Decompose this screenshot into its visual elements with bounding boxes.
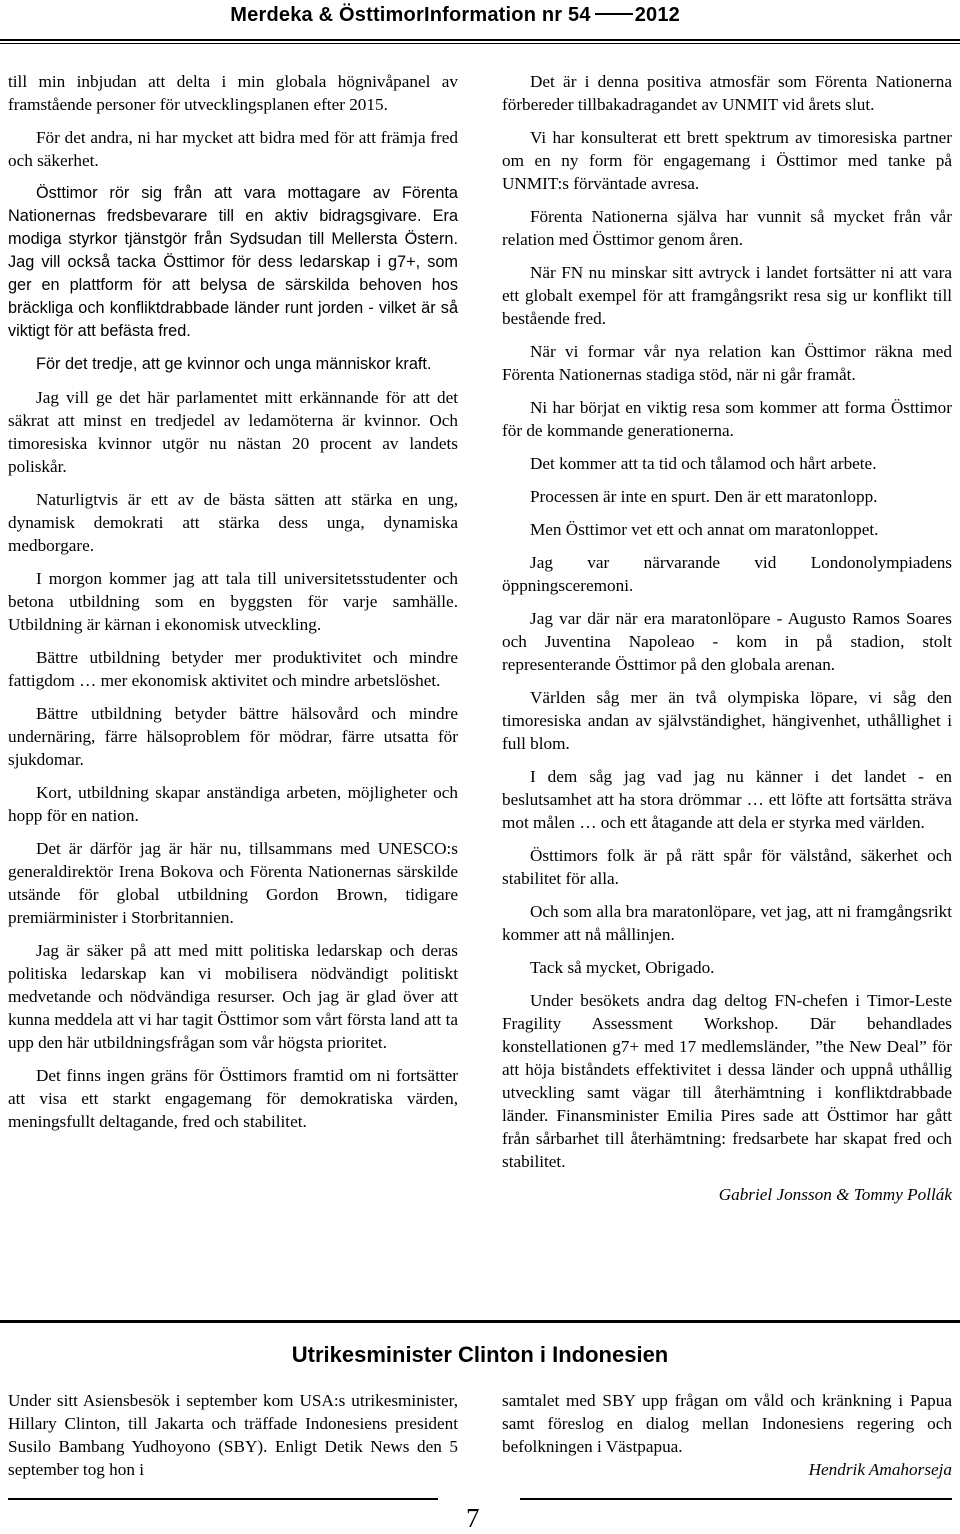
footer-rule-left xyxy=(8,1498,438,1500)
paragraph: samtalet med SBY upp frågan om våld och kränkning i Papua samt föreslog en dialog mellan Indonesiens regering och befolkningen i Västpapua. xyxy=(502,1391,952,1456)
header-dash xyxy=(595,13,633,15)
section-separator xyxy=(0,1320,960,1323)
paragraph: till min inbjudan att delta i min globala högnivåpanel av framstående personer för utvecklingsplanen efter 2015. xyxy=(8,72,458,114)
paragraph: Bättre utbildning betyder mer produktivitet och mindre fattigdom … mer ekonomisk aktivitet och mindre arbetslöshet. xyxy=(8,648,458,690)
paragraph: Under besökets andra dag deltog FN-chefen i Timor-Leste Fragility Assessment Workshop. Där behandlades konstellationen g7+ med 17 medlemsländer, ”the New Deal” för att höja biståndets effektivitet i dessa länder och uppnå uthållig utveckling samt vägar till återhämtning i konfliktdrabbade länder. Finansminister Emilia Pires sade att Östtimor har gått från sårbarhet till återhämtning: fredsarbete har skapat fred och stabilitet. xyxy=(502,991,952,1171)
paragraph: Jag var där när era maratonlöpare - Augusto Ramos Soares och Juventina Napoleao - kom in på stadion, stolt representerande Östtimor på den globala arenan. xyxy=(502,609,952,674)
article-title: Utrikesminister Clinton i Indonesien xyxy=(291,1342,669,1367)
paragraph: Vi har konsulterat ett brett spektrum av timoresiska partner om en ny form för engagemang i Östtimor med tanke på UNMIT:s förväntade avresa. xyxy=(502,128,952,193)
footer-rule-right xyxy=(520,1498,952,1500)
paragraph: Kort, utbildning skapar anständiga arbeten, möjligheter och hopp för en nation. xyxy=(8,783,458,825)
paragraph: Tack så mycket, Obrigado. xyxy=(530,958,715,977)
right-column xyxy=(502,70,952,1216)
paragraph: Jag var närvarande vid Londonolympiadens öppningsceremoni. xyxy=(502,553,952,595)
paragraph: För det andra, ni har mycket att bidra med för att främja fred och säkerhet. xyxy=(8,128,458,170)
paragraph: Under sitt Asiensbesök i september kom USA:s utrikesminister, Hillary Clinton, till Jakarta och träffade Indonesiens president Susilo Bambang Yudhoyono (SBY). Enligt Detik News den 5 september tog hon i xyxy=(8,1391,458,1479)
paragraph: Östtimors folk är på rätt spår för välstånd, säkerhet och stabilitet för alla. xyxy=(502,846,952,888)
paragraph: Världen såg mer än två olympiska löpare, vi såg den timoresiska andan av självständighet, hängivenhet, uthållighet i full blom. xyxy=(502,688,952,753)
paragraph-part: Östtimor rör sig från att vara mottagare av Förenta Nationernas fredsbevarare till en aktiv bidragsgivare. Era modiga styrkor tjänstgör från Sydsudan till Mellersta Östern. xyxy=(8,184,458,248)
paragraph: Processen är inte en spurt. Den är ett maratonlopp. xyxy=(530,487,878,506)
paragraph xyxy=(8,182,458,343)
header-rule-thin xyxy=(0,43,960,44)
paragraph: Ni har börjat en viktig resa som kommer att forma Östtimor för de kommande generationerna. xyxy=(502,398,952,440)
paragraph: När vi formar vår nya relation kan Östtimor räkna med Förenta Nationernas stadiga stöd, när ni går framåt. xyxy=(502,342,952,384)
paragraph: Och som alla bra maratonlöpare, vet jag, att ni framgångsrikt kommer att nå mållinjen. xyxy=(502,902,952,944)
paragraph: I dem såg jag vad jag nu känner i det landet - en beslutsamhet att ha stora drömmar … ett löfte att fortsätta sträva mot målen … och ett åtagande att dela er styrka med världen. xyxy=(502,767,952,832)
header-rule xyxy=(0,39,960,41)
paragraph: För det tredje, att ge kvinnor och unga människor kraft. xyxy=(36,355,432,373)
paragraph: Förenta Nationerna själva har vunnit så mycket från vår relation med Östtimor genom åren. xyxy=(502,207,952,249)
publication-year: 2012 xyxy=(634,4,680,26)
left-column xyxy=(8,70,458,1143)
running-header xyxy=(230,4,680,27)
paragraph-part: Jag vill också tacka Östtimor för dess ledarskap i g7+, som ger en plattform för att belysa de särskilda behoven hos bräckliga och konfliktdrabbade länder runt jorden - vilket är så viktigt för att befästa fred. xyxy=(8,253,458,340)
paragraph: Det är därför jag är här nu, tillsammans med UNESCO:s generaldirektör Irena Bokova och Förenta Nationernas särskilde utsände för global utbildning Gordon Brown, tidigare premiärminister i Storbritannien. xyxy=(8,839,458,927)
paragraph: Men Östtimor vet ett och annat om maratonloppet. xyxy=(530,520,879,539)
paragraph: I morgon kommer jag att tala till universitetsstudenter och betona utbildning som en byggsten för varje samhälle. Utbildning är kärnan i ekonomisk utveckling. xyxy=(8,569,458,634)
article2-left-column xyxy=(8,1389,458,1491)
paragraph: Jag vill ge det här parlamentet mitt erkännande för att det säkrat att minst en tredjedel av ledamöterna är kvinnor. Och timoresiska kvinnor utgör nu nästan 20 procent av landets poliskår. xyxy=(8,388,458,476)
paragraph: Det kommer att ta tid och tålamod och hårt arbete. xyxy=(530,454,877,473)
paragraph: Jag är säker på att med mitt politiska ledarskap och deras politiska ledarskap kan vi mobilisera nödvändigt politiskt medvetande och nödvändiga resurser. Och jag är glad över att kunna meddela att vi har tagit Östtimor som vårt första land att ta upp den här utbildningsfrågan som vår högsta prioritet. xyxy=(8,941,458,1052)
author-signature: Gabriel Jonsson & Tommy Pollák xyxy=(718,1185,952,1204)
page-header xyxy=(0,0,960,36)
article2-right-column xyxy=(502,1389,952,1481)
page-number: 7 xyxy=(466,1503,480,1533)
paragraph: Det finns ingen gräns för Östtimors framtid om ni fortsätter att visa ett starkt engagemang för demokratiska värden, meningsfullt deltagande, fred och stabilitet. xyxy=(8,1066,458,1131)
publication-title: Merdeka & ÖsttimorInformation nr 54 xyxy=(230,4,591,26)
paragraph: Bättre utbildning betyder bättre hälsovård och mindre undernäring, färre hälsoproblem för mödrar, färre utsatta för sjukdomar. xyxy=(8,704,458,769)
paragraph: När FN nu minskar sitt avtryck i landet fortsätter ni att vara ett globalt exempel för att framgångsrikt resa sig ur konflikt till bestående fred. xyxy=(502,263,952,328)
author-signature: Hendrik Amahorseja xyxy=(808,1460,952,1479)
paragraph: Naturligtvis är ett av de bästa sätten att stärka en ung, dynamisk demokrati att stärka dess unga, dynamiska medborgare. xyxy=(8,490,458,555)
paragraph: Det är i denna positiva atmosfär som Förenta Nationerna förbereder tillbakadragandet av UNMIT vid årets slut. xyxy=(502,72,952,114)
